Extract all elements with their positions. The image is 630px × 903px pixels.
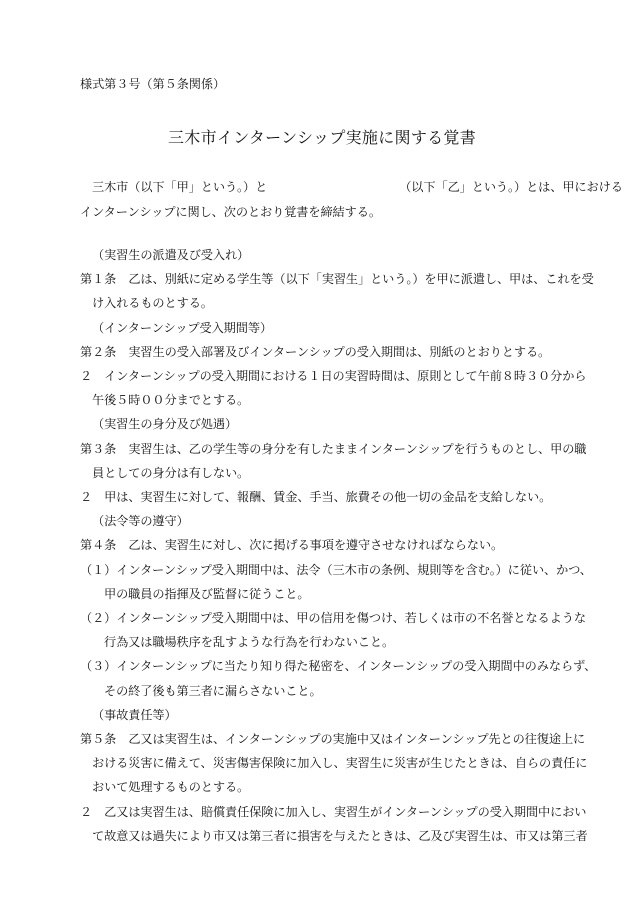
article-1-heading: （実習生の派遣及び受入れ）	[92, 248, 250, 262]
intro-line-2: インターンシップに関し、次のとおり覚書を締結する。	[80, 205, 381, 219]
article-5-para-2-line-1: ２ 乙又は実習生は、賠償責任保険に加入し、実習生がインターンシップの受入期間中におい	[80, 805, 587, 819]
article-5-line-3: おいて処理するものとする。	[92, 780, 250, 794]
article-4-item-1-line-1: （１）インターンシップ受入期間中は、法令（三木市の条例、規則等を含む。）に従い、かつ、	[80, 563, 592, 577]
document-title: 三木市インターンシップ実施に関する覚書	[168, 128, 477, 147]
article-5-para-2-line-2: て故意又は過失により市又は第三者に損害を与えたときは、乙及び実習生は、市又は第三者	[92, 829, 588, 843]
article-3-para-2: ２ 甲は、実習生に対して、報酬、賃金、手当、旅費その他一切の金品を支給しない。	[80, 490, 552, 504]
article-4-item-1-line-2: 甲の職員の指揮及び監督に従うこと。	[104, 587, 310, 601]
article-4-item-2-line-2: 行為又は職場秩序を乱すような行為を行わないこと。	[104, 635, 395, 649]
article-3-heading: （実習生の身分及び処遇）	[92, 417, 238, 431]
article-1-line-1: 第１条 乙は、別紙に定める学生等（以下「実習生」という。）を甲に派遣し、甲は、これを受	[80, 272, 594, 286]
article-4-line-1: 第４条 乙は、実習生に対し、次に掲げる事項を遵守させなければならない。	[80, 538, 504, 552]
article-1-line-2: け入れるものとする。	[92, 296, 213, 310]
article-5-line-2: おける災害に備えて、災害傷害保険に加入し、実習生に災害が生じたときは、自らの責任に	[92, 756, 588, 770]
article-2-heading: （インターンシップ受入期間等）	[92, 321, 273, 335]
article-4-item-3-line-2: その終了後も第三者に漏らさないこと。	[104, 684, 322, 698]
article-5-heading: （事故責任等）	[92, 708, 177, 722]
form-label: 様式第３号（第５条関係）	[80, 77, 226, 91]
article-4-heading: （法令等の遵守）	[92, 514, 189, 528]
article-2-line-1: 第２条 実習生の受入部署及びインターンシップの受入期間は、別紙のとおりとする。	[80, 345, 551, 359]
article-2-para-2-line-1: ２ インターンシップの受入期間における１日の実習時間は、原則として午前８時３０分から	[80, 369, 587, 383]
article-5-line-1: 第５条 乙又は実習生は、インターンシップの実施中又はインターンシップ先との往復途上に	[80, 732, 586, 746]
intro-party-b: （以下「乙」という。）とは、甲における	[399, 180, 623, 194]
article-3-line-2: 員としての身分は有しない。	[92, 466, 250, 480]
article-3-line-1: 第３条 実習生は、乙の学生等の身分を有したままインターンシップを行うものとし、甲の職	[80, 442, 587, 456]
article-4-item-2-line-1: （２）インターンシップ受入期間中は、甲の信用を傷つけ、若しくは市の不名誉となるような	[80, 611, 586, 625]
intro-line-1	[92, 179, 623, 195]
intro-party-a: 三木市（以下「甲」という。）と	[92, 180, 268, 194]
article-4-item-3-line-1: （３）インターンシップに当たり知り得た秘密を、インターンシップの受入期間中のみならず、	[80, 659, 597, 673]
article-2-para-2-line-2: 午後５時００分までとする。	[92, 393, 250, 407]
